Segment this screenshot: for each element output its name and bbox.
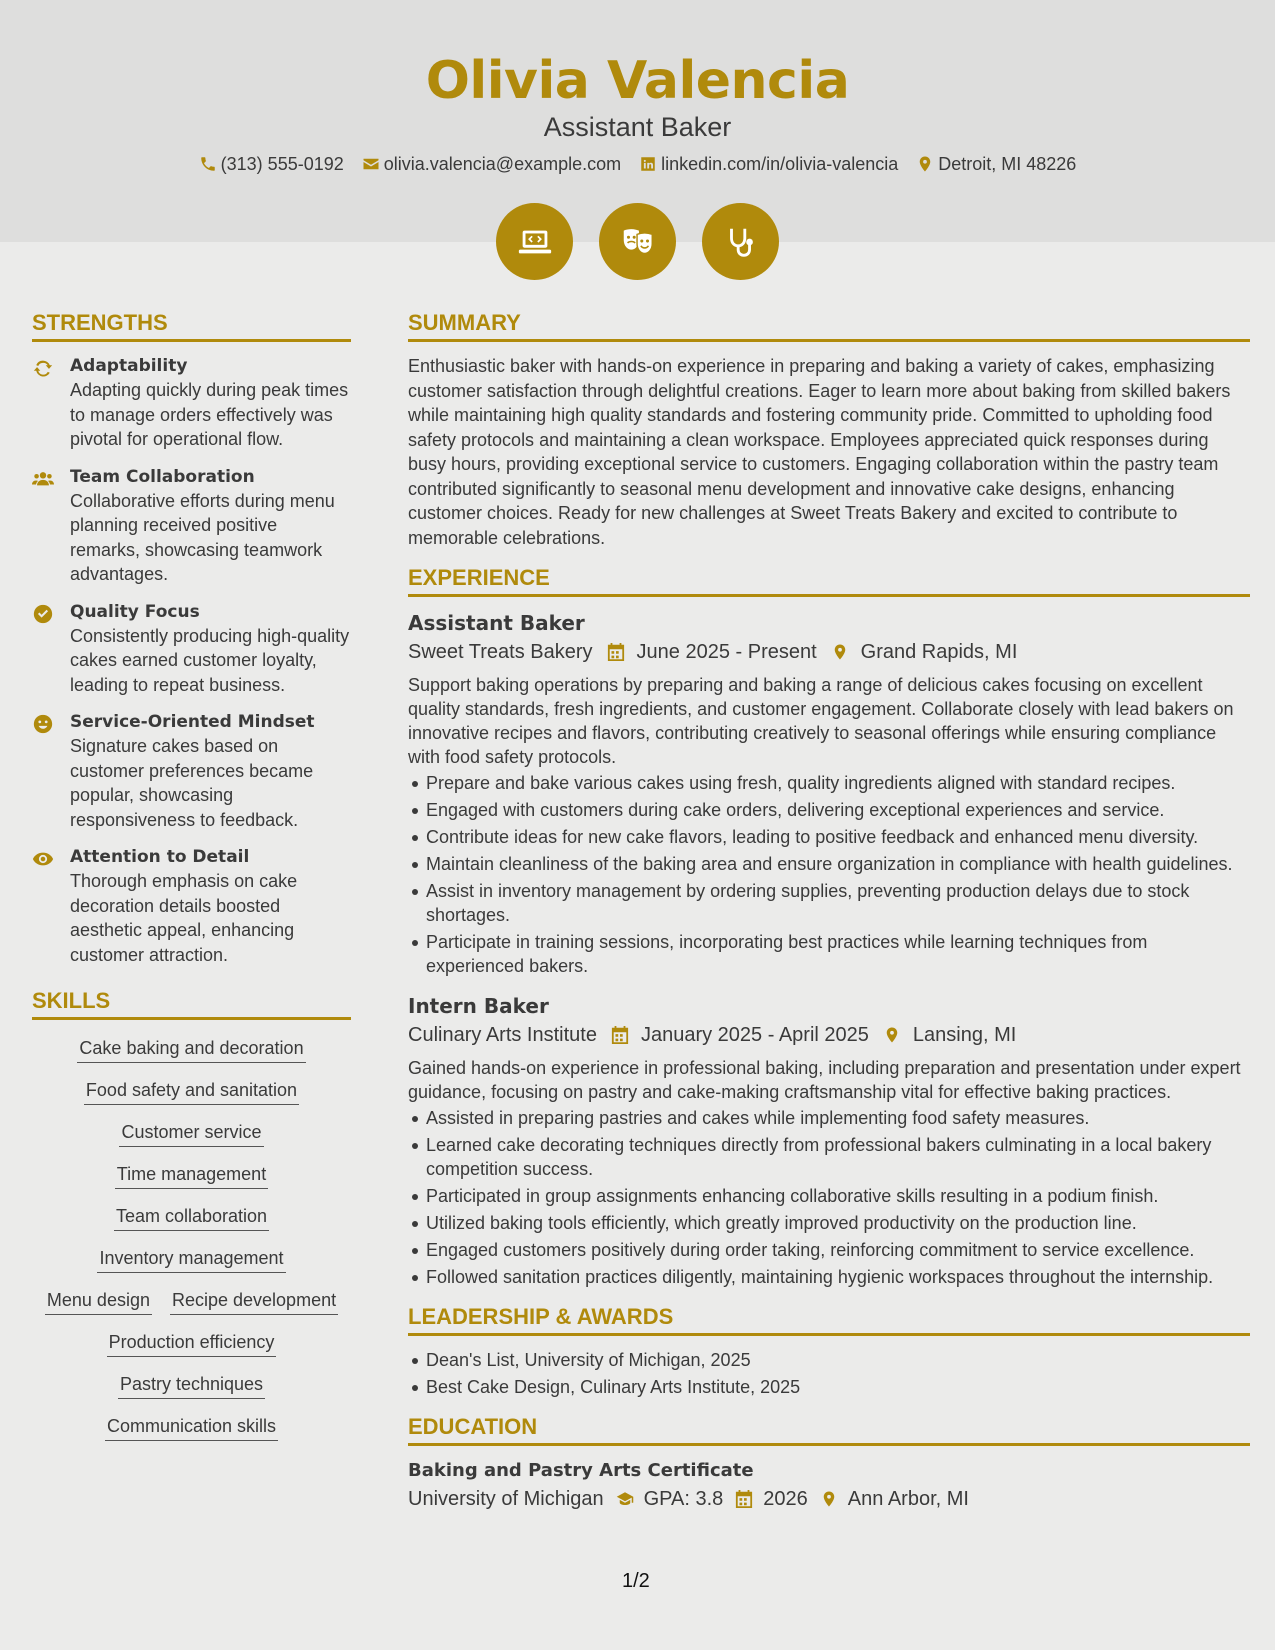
eye-icon bbox=[32, 848, 54, 870]
skill-tag: Customer service bbox=[119, 1120, 263, 1147]
strength-item bbox=[32, 710, 351, 832]
list-item: Dean's List, University of Michigan, 2025 bbox=[408, 1348, 1250, 1372]
list-item: Participated in group assignments enhancing collaborative skills resulting in a podium finish. bbox=[408, 1184, 1250, 1208]
calendar-icon bbox=[607, 642, 625, 662]
list-item: Engaged customers positively during order taking, reinforcing commitment to service excellence. bbox=[408, 1238, 1250, 1262]
strength-desc: Consistently producing high-quality cakes earned customer loyalty, leading to repeat business. bbox=[70, 625, 350, 695]
smile-icon bbox=[32, 713, 54, 735]
skills-heading: SKILLS bbox=[32, 987, 351, 1020]
strength-item bbox=[32, 465, 351, 587]
list-item: Best Cake Design, Culinary Arts Institute, 2025 bbox=[408, 1375, 1250, 1399]
job-description: Gained hands-on experience in professional baking, including preparation and presentation under expert guidance, focusing on pastry and cake-making craftsmanship vital for effective baking practices. bbox=[408, 1058, 1241, 1102]
map-marker-icon bbox=[831, 642, 849, 662]
list-item: Prepare and bake various cakes using fresh, quality ingredients aligned with standard recipes. bbox=[408, 771, 1250, 795]
education-location: Ann Arbor, MI bbox=[847, 1488, 969, 1510]
skill-tag: Time management bbox=[115, 1162, 268, 1189]
skill-tag: Cake baking and decoration bbox=[77, 1036, 305, 1063]
list-item: Assist in inventory management by ordering supplies, preventing production delays due to stock shortages. bbox=[408, 879, 1250, 927]
interest-icons-row bbox=[0, 203, 1275, 280]
strength-desc: Adapting quickly during peak times to manage orders effectively was pivotal for operational flow. bbox=[70, 380, 349, 449]
contact-email[interactable] bbox=[362, 152, 621, 176]
job-company: Sweet Treats Bakery bbox=[408, 641, 593, 663]
skill-tag: Team collaboration bbox=[114, 1204, 269, 1231]
strength-title: Adaptability bbox=[70, 356, 188, 376]
envelope-icon bbox=[362, 155, 380, 173]
skill-tag: Pastry techniques bbox=[118, 1372, 265, 1399]
map-marker-icon bbox=[820, 1489, 838, 1509]
strength-title: Service-Oriented Mindset bbox=[70, 712, 315, 732]
leadership-heading: LEADERSHIP & AWARDS bbox=[408, 1303, 1250, 1336]
list-item: Followed sanitation practices diligently, maintaining hygienic workspaces throughout the internship. bbox=[408, 1265, 1250, 1289]
check-circle-icon bbox=[32, 603, 54, 625]
strength-item bbox=[32, 845, 351, 967]
candidate-title: Assistant Baker bbox=[543, 112, 732, 142]
strength-title: Team Collaboration bbox=[70, 466, 255, 487]
education-heading: EDUCATION bbox=[408, 1413, 1250, 1446]
skill-tag: Recipe development bbox=[170, 1288, 338, 1315]
right-column bbox=[408, 309, 1250, 1514]
strength-desc: Signature cakes based on customer preferences became popular, showcasing responsiveness to feedback. bbox=[70, 736, 314, 830]
list-item: Engaged with customers during cake orders, delivering exceptional experiences and service. bbox=[408, 798, 1250, 822]
job-bullets bbox=[408, 1106, 1250, 1289]
map-marker-icon bbox=[883, 1025, 901, 1045]
contact-location bbox=[916, 152, 1076, 176]
contact-phone[interactable] bbox=[199, 152, 344, 176]
job-title: Assistant Baker bbox=[408, 611, 585, 635]
skill-tag: Inventory management bbox=[97, 1246, 285, 1273]
phone-text: (313) 555-0192 bbox=[220, 154, 344, 174]
job-location: Grand Rapids, MI bbox=[860, 641, 1018, 663]
calendar-icon bbox=[611, 1025, 629, 1045]
location-text: Detroit, MI 48226 bbox=[938, 154, 1077, 174]
strength-item bbox=[32, 600, 351, 698]
degree-title: Baking and Pastry Arts Certificate bbox=[408, 1460, 754, 1481]
users-icon bbox=[32, 468, 54, 490]
summary-text: Enthusiastic baker with hands-on experience in preparing and baking a variety of cakes, emphasizing customer satisfaction through delightful creations. Eager to learn more about baking from skilled bakers while maintaining high quality standards and fostering community pride. Committed to upholding food safety protocols and maintaining a clean workspace. Employees appreciated quick responses during busy hours, providing exceptional service to customers. Engaging collaboration within the pastry team contributed significantly to seasonal menu development and innovative cake designs, enhancing customer choices. Ready for new challenges at Sweet Treats Bakery and excited to contribute to memorable celebrations. bbox=[408, 356, 1231, 548]
summary-heading: SUMMARY bbox=[408, 309, 1250, 342]
education-meta bbox=[408, 1484, 1250, 1514]
laptop-code-icon bbox=[496, 203, 573, 280]
list-item: Utilized baking tools efficiently, which greatly improved productivity on the production line. bbox=[408, 1211, 1250, 1235]
list-item: Learned cake decorating techniques directly from professional bakers culminating in a local bakery competition success. bbox=[408, 1133, 1250, 1181]
left-column bbox=[32, 309, 351, 1441]
skill-tag: Menu design bbox=[45, 1288, 152, 1315]
list-item: Participate in training sessions, incorporating best practices while learning techniques from experienced bakers. bbox=[408, 930, 1250, 978]
strength-title: Quality Focus bbox=[70, 601, 200, 622]
skill-tag: Food safety and sanitation bbox=[84, 1078, 299, 1105]
education-year: 2026 bbox=[763, 1488, 808, 1510]
list-item: Maintain cleanliness of the baking area and ensure organization in compliance with health guidelines. bbox=[408, 852, 1250, 876]
skill-tag: Production efficiency bbox=[107, 1330, 277, 1357]
theater-masks-icon bbox=[599, 203, 676, 280]
job-dates: June 2025 - Present bbox=[636, 641, 817, 663]
contact-linkedin[interactable] bbox=[639, 152, 898, 176]
email-text: olivia.valencia@example.com bbox=[383, 154, 622, 174]
skills-list bbox=[32, 1036, 351, 1441]
strength-desc: Collaborative efforts during menu planning received positive remarks, showcasing teamwork advantages. bbox=[70, 490, 335, 584]
strength-desc: Thorough emphasis on cake decoration details boosted aesthetic appeal, enhancing customer attraction. bbox=[70, 871, 298, 965]
list-item: Assisted in preparing pastries and cakes while implementing food safety measures. bbox=[408, 1106, 1250, 1130]
linkedin-text: linkedin.com/in/olivia-valencia bbox=[661, 154, 899, 174]
job-bullets bbox=[408, 771, 1250, 978]
job-entry bbox=[408, 609, 1250, 978]
sync-icon bbox=[32, 357, 54, 379]
experience-heading: EXPERIENCE bbox=[408, 564, 1250, 597]
skill-tag: Communication skills bbox=[105, 1414, 278, 1441]
phone-icon bbox=[199, 155, 217, 173]
strength-item bbox=[32, 354, 351, 452]
candidate-name: Olivia Valencia bbox=[425, 51, 850, 111]
job-dates: January 2025 - April 2025 bbox=[640, 1024, 869, 1046]
job-location: Lansing, MI bbox=[912, 1024, 1017, 1046]
gpa-text: GPA: 3.8 bbox=[643, 1488, 724, 1510]
job-company: Culinary Arts Institute bbox=[408, 1024, 597, 1046]
linkedin-icon bbox=[639, 155, 657, 173]
job-meta bbox=[408, 637, 1250, 667]
strength-title: Attention to Detail bbox=[70, 847, 250, 867]
leadership-list bbox=[408, 1348, 1250, 1399]
school-name: University of Michigan bbox=[408, 1488, 604, 1510]
list-item: Contribute ideas for new cake flavors, leading to positive feedback and enhanced menu diversity. bbox=[408, 825, 1250, 849]
strengths-heading: STRENGTHS bbox=[32, 309, 351, 342]
job-meta bbox=[408, 1020, 1250, 1050]
calendar-icon bbox=[735, 1489, 753, 1509]
contact-row bbox=[0, 152, 1275, 176]
job-entry bbox=[408, 992, 1250, 1289]
map-marker-icon bbox=[916, 155, 934, 173]
stethoscope-icon bbox=[702, 203, 779, 280]
page-number: 1/2 bbox=[622, 1570, 650, 1592]
graduation-cap-icon bbox=[616, 1489, 634, 1509]
job-description: Support baking operations by preparing and baking a range of delicious cakes focusing on excellent quality standards, fresh ingredients, and customer engagement. Collaborate closely with lead bakers on innovative recipes and flavors, contributing creatively to seasonal offerings while ensuring compliance with food safety protocols. bbox=[408, 675, 1234, 767]
job-title: Intern Baker bbox=[408, 994, 549, 1018]
